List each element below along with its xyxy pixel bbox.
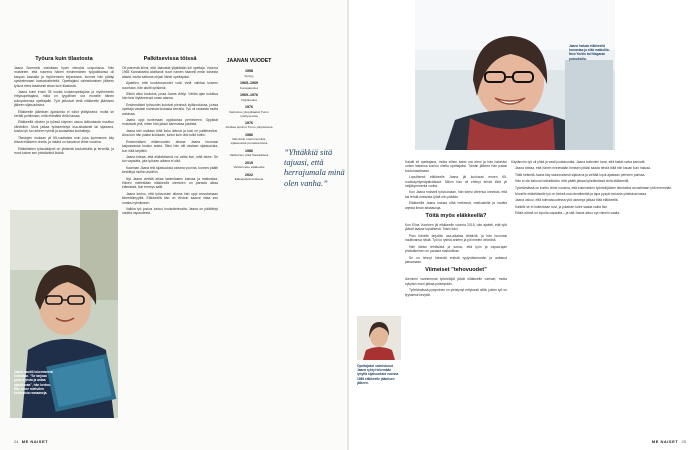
paragraph: Kun Jaana muisteli työvuosiaan, hän totesi olleensa onnekas, että sai tehdä mieluista työtä niin pitkään.	[405, 190, 507, 199]
paragraph: Ensimmäiset työvuodet kuluivat pienissä kyläkouluissa, joissa opettaja vastasi monesta luokasta kerralla. Työ oli raskasta mutta antoisaa.	[122, 102, 218, 116]
timeline-item	[224, 121, 274, 129]
timeline-year: 2019	[245, 160, 253, 165]
right-column-1	[405, 160, 507, 430]
timeline-year: 1976	[245, 121, 253, 126]
paragraph: Eläkkeellä Jaana haluaa elää hetkessä, matkustella ja nauttia arjesta ilman aikatauluja.	[405, 201, 507, 210]
paragraph: Se on tehnyt hänestä entistä tyytyväisemmän ja auttanut jaksamaan.	[405, 255, 507, 264]
timeline-item	[224, 93, 274, 101]
timeline-year: 1986	[245, 148, 253, 153]
paragraph: Työelämässä pysyminen on yleistynyt erityisesti niillä, joiden työ on fyysisesti kevyttä.	[405, 288, 507, 297]
paragraph: Jaana kertoo, että työvuosien aikana hän oppi arvostamaan kiireettömyyttä. Eläkkeellä hän on vihdoin saanut ottaa sen omaksi rytmikseen.	[122, 191, 218, 205]
paragraph: Kaikille se ei kuitenkaan sovi, ja jokaisen tulee saada valita itse.	[515, 204, 608, 209]
paragraph: Jaana Sommelo mainitaan hyvin vienoksi urapolussa. Hän muistelee, että nuorena hänen ensimmäinen työpaikkansa oli kaupan kassalla ja myöhemmin kirjastossa, kunnes hän päätyi opiskelemaan kasvatustieteitä. Opettajaksi valmistumisen jälkeen työura eteni tasaisesti aivan kuin tilastosta.	[14, 66, 114, 88]
timeline-label: Oppikoulua	[241, 97, 257, 102]
paragraph: Jaana toteaa, että hänen mielestään ihmisen pitäisi saada tehdä töitä niin kauan kuin haluaa.	[515, 166, 651, 171]
magazine-name: ME NAISET	[21, 439, 49, 444]
page-number: 25	[681, 439, 686, 444]
paragraph: Käytännön työ oli pitkä ja vaati joustavuutta. Jaana kuitenkin tunsi, että kaikki vaiva kannatti.	[511, 160, 646, 164]
paragraph: Oli pienestä kiinni, että Jaanasta ylipäätään tuli opettaja. Vuonna 1965 Kannaksella aloittanut nuori nainen haaveili ensin toisesta alasta, mutta sattuma ohjasi hänet opettajaksi.	[122, 66, 218, 79]
timeline-item	[224, 149, 274, 157]
left-column-2	[122, 56, 218, 436]
timeline-label: Syntyy	[244, 73, 254, 78]
pull-quote: ”Yhtäkkiä sitä tajuasi, että herrajumala minä olen vanha.”	[284, 148, 345, 188]
timeline-heading: JAANAN VUODET	[226, 58, 272, 64]
paragraph: Kaiutti eli opettajana, mutta siihen kaksi ura eteni ja hän hakeutui omien lastensa koulun ohella opettajaksi. Tämän jälkeen hän palasi koulumaailmaan.	[405, 160, 507, 173]
timeline-item	[224, 81, 274, 89]
paragraph: Työelämässä on koettu viime vuosina, että kokeneiden työntekijöiden tietotaitoa arvostetaan yhä enemmän.	[515, 185, 673, 190]
section-heading-palkitsevissa: Palkitsevissa töissä	[143, 56, 197, 62]
folio-left	[14, 439, 48, 444]
paragraph: Kaarinan Jaana teki sijaisuuksia useana vuonna, kunnes päätti keskittyä muihin asioihin.	[122, 165, 218, 175]
paragraph: Hän ei ole katunut hetkeäkään, että päätti jatkaa työelämässä vielä eläkkeellä.	[515, 179, 630, 184]
section-heading-tyoura: Työura kuin tilastosta	[35, 56, 93, 62]
paragraph: Nyt Jaana viettää aikaa lastenlasten kanssa ja matkustaa. Hänen mielestään eläkkeellä oleminen on parasta aikaa elämässä, kun terveys sallii.	[122, 176, 218, 190]
paragraph: Pian hänelle tarjottiin osa-aikaisia tehtäviä, ja hän huomasi nauttivansa niistä. Työ toi rytmiä arkeen ja piti mielen virkeänä.	[405, 233, 507, 243]
timeline-label: Kansakoulua	[240, 85, 258, 90]
portrait-caption: Opettajaksi valmistunut Jaana ryhtyi tekemään lyhyitä sijaisuuksia vuonna 1986 eläkkeelle jäämisen jälkeen.	[357, 364, 399, 385]
paragraph: Lopullisesti eläkkeelle Jaana jäi kuukausi ennen 65-vuotissyntymäpäiväänsä. Silloin hän oli ehtinyt tehdä töitä yli neljäkymmentä vuotta.	[405, 175, 507, 189]
timeline-year: 1965–1969	[240, 81, 258, 86]
photo-caption: Jaana nauttii lukemisesta kotonaan. ”Se tarjoaa paon arjesta ja antaa ajateltavaa”, hän kertoo. Hän lukee mieluiten kotimaisia romaaneja.	[14, 370, 53, 396]
paragraph: Ensimmäisen eläkevuoden aikana Jaana huomasi kaipaavansa koulun arkea. Siksi hän otti vastaan sijaisuuksia, kun niitä tarjottiin.	[122, 139, 218, 153]
timeline	[224, 58, 274, 185]
folio-right	[652, 439, 686, 444]
paragraph: Jaana uskoo, että tulevaisuudessa yhä useampi jatkaa töitä eläkkeellä.	[515, 198, 619, 203]
timeline-label: Varhennettu eläkkeelle	[233, 165, 265, 170]
timeline-item	[224, 105, 274, 117]
timeline-year: 1969–1976	[240, 93, 258, 98]
timeline-label: Aloittaa opinnot Turun yliopistossa	[225, 125, 273, 130]
reading-woman-photo	[10, 210, 118, 418]
section-heading-viimeiset: Viimeiset ”tehovuodet”	[425, 267, 487, 274]
timeline-year: 1958	[245, 69, 253, 74]
paragraph: Jaana oppi tuntemaan oppilaansa perheineen. Oppilaat muistavat yhä, miten hän jaksoi kannustaa jokaista.	[122, 118, 218, 127]
paragraph: Jaana toimi ensin 35 vuotta luokanopettajana ja myöhemmin erityisopettajana, mikä on tyypillinen ura monelle hänen sukupolvensa opettajalle. Työt jatkuivat vielä eläkkeelle jäämisen jälkeen sijaisuuksina.	[14, 90, 114, 108]
timeline-item	[224, 161, 274, 169]
magazine-name: ME NAISET	[651, 439, 679, 444]
timeline-item	[224, 69, 274, 77]
paragraph: Hän ilahtui tehtävistä ja sanoo, että työn ja vapaa-ajan yhdistäminen on parasta mahdollista.	[405, 244, 507, 254]
paragraph: Ajatellen, että koulutusvuodet voisi vielä vaihtaa toiseen suuntaan, hän aloitti opiskelut.	[122, 81, 218, 90]
left-page	[0, 0, 347, 450]
paragraph: Eläkkeellä olevien ja työssä käyvien osuus ikäluokasta muuttuu vähitellen. Moni jatkaa työskentelyä osa-aikaisesti tai sijaisena, koska työ tuo arkeen rytmiä ja sosiaalisia kontakteja.	[14, 120, 114, 134]
section-heading-toita: Töitä myös eläkkeellä?	[425, 213, 487, 220]
portrait-photo	[357, 316, 401, 360]
photo-caption: Jaana haluaa eläkkeellä harrastaa ja elää matkoilla. New Yorkin tai Niagaran putouksilla.	[569, 44, 610, 61]
right-column-2	[511, 160, 687, 430]
timeline-year: 1976	[245, 105, 253, 110]
paragraph: Vaikka työ joskus tuntuu houkuttelevalta, Jaana on päättänyt nauttia vapaudesta.	[122, 206, 218, 216]
timeline-item	[224, 133, 274, 145]
paragraph: Eläkkeelle jäämisen ajankohta ei tullut yllätyksenä, mutta se herätti pohtimaan, mitä elämältä vielä haluaa.	[14, 109, 114, 119]
timeline-year: 2022	[245, 172, 253, 177]
timeline-label: Vakituinen virka Naantalissa	[229, 153, 269, 158]
paragraph: Jaana teki urallaan töitä koko ikänsä ja koki ne palkitseviksi. Aina kun hän palasi luokkaan, tuntui kuin olisi tullut kotiin.	[122, 128, 218, 138]
paragraph: Jaana toteaa, että eläkeläisenä voi valita itse, mitä tekee. Se tuo vapautta, jota työuran aikana ei ollut.	[122, 154, 218, 164]
paragraph: Eläkeläisten työssäkäynti on yleisintä koulutetuilla ja terveillä, ja moni kokee sen piristävänä lisänä.	[14, 146, 114, 155]
page-number: 24	[14, 439, 19, 444]
paragraph: Kun Elina Vuorinen jäi eläkkeelle vuonna 2018, hän ajatteli, että työt jäävät taakse lopullisesti. Toisin kävi.	[405, 223, 507, 232]
timeline-label: Valmistuu ylioppilaaksi Turun tyttölyseosta	[229, 109, 269, 118]
timeline-year: 1986	[245, 132, 253, 137]
paragraph: Silloin alkoi koulutus, jossa Jaana viihtyi. Vähän ajan kuluttua hän tiesi löytäneensä oman alansa.	[122, 92, 218, 101]
paragraph: Tällä hetkellä Jaana käy satunnaisesti sijaisena ja viettää loput ajastaan perheen parissa.	[515, 172, 646, 177]
smiling-woman-photo	[415, 0, 615, 150]
paragraph: Tilastojen mukaan yli 65-vuotiaista noin joka kymmenes käy töissä eläkkeen ohella, ja määrä on kasvanut viime vuosina.	[14, 135, 114, 145]
paragraph: Monelle eläkeläiselle työ on tärkeä osa identiteettiä ja tapa pysyä mukana yhteiskunnassa.	[515, 192, 647, 197]
right-page	[349, 0, 696, 450]
timeline-item	[224, 173, 274, 181]
timeline-label: Valmistuu merkonomiksi, sijaisuuksia peruskoulussa	[230, 137, 268, 146]
paragraph: Eläke-elämä on lopulta vapautta – ja sitä Jaana aikoo nyt viimein vaalia.	[515, 211, 621, 216]
left-column-1	[14, 56, 114, 206]
paragraph: Aiemmin vanhemmat työntekijät jäivät eläkkeelle varhain, mutta nykyisin moni jatkaa pidempään.	[405, 277, 507, 286]
timeline-label: Eläkepäivät koittavat	[234, 177, 264, 182]
